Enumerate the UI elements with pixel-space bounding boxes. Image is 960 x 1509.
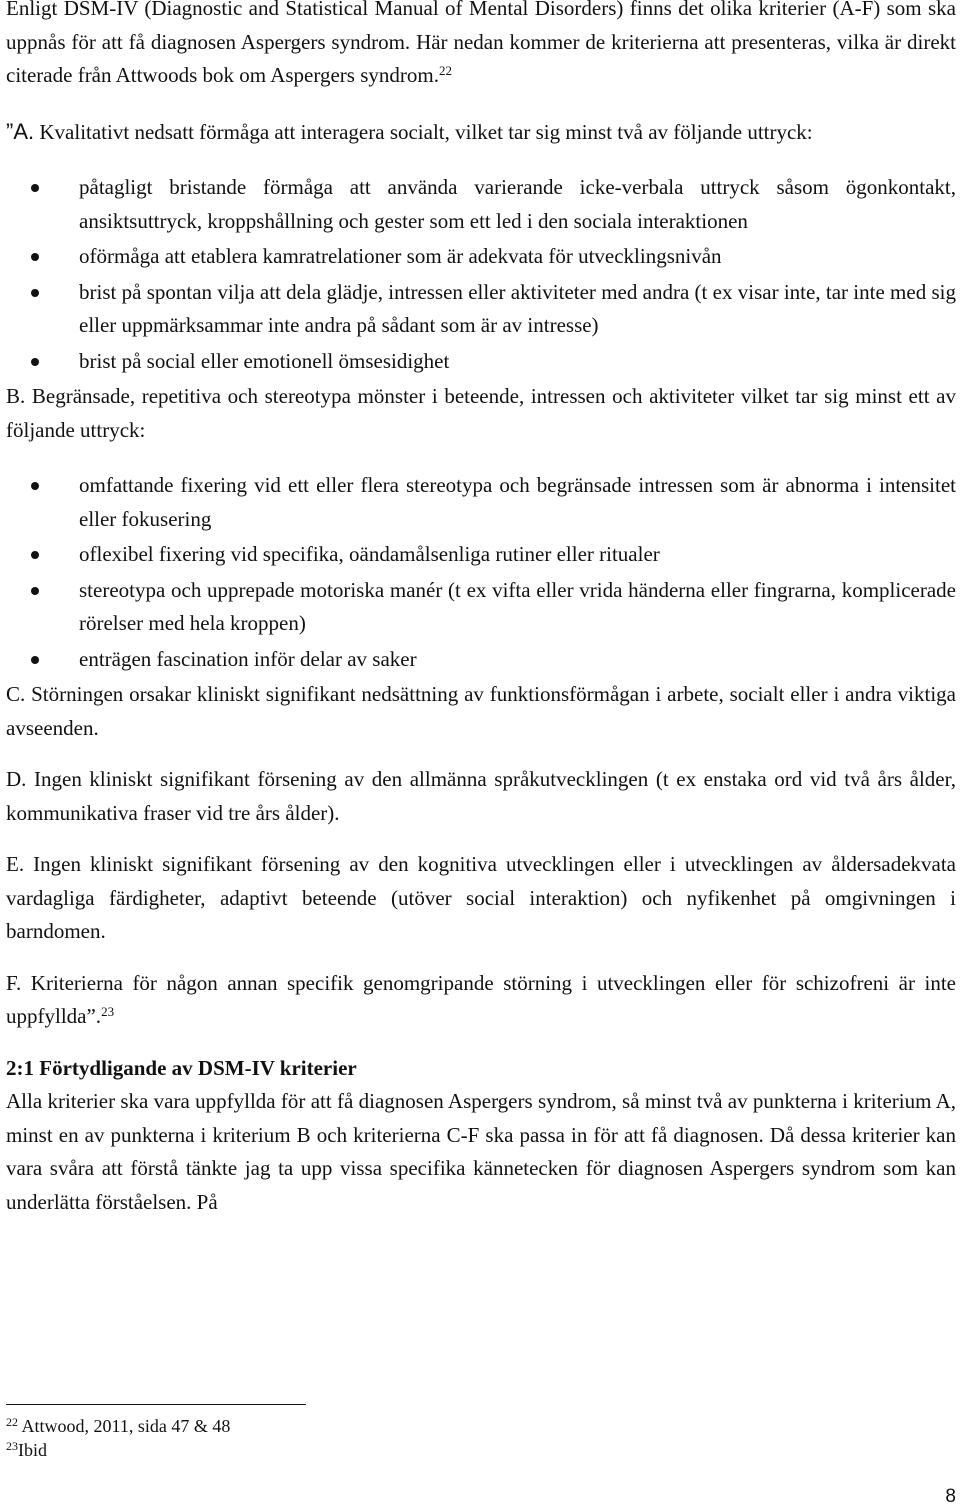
list-item: stereotypa och upprepade motoriska manér (t ex vifta eller vrida händerna eller fingrarna, komplicerade rörelser med hela kroppen) <box>6 574 956 641</box>
intro-paragraph: Enligt DSM-IV (Diagnostic and Statistical Manual of Mental Disorders) finns det olika kriterier (A-F) som ska uppnås för att få diagnosen Aspergers syndrom. Här nedan kommer de kriterierna att presenteras, vilka är direkt citerade från Attwoods bok om Aspergers syndrom.$^{22}$ <box>6 0 956 87</box>
criterion-b-paragraph: B. Begränsade, repetitiva och stereotypa mönster i beteende, intressen och aktiviteter vilket tar sig minst ett av följande uttryck: <box>6 384 956 442</box>
bullet-icon <box>31 253 39 261</box>
footnote-ref-23[interactable]: 23 <box>101 1004 115 1019</box>
list-item: brist på spontan vilja att dela glädje, intressen eller aktiviteter med andra (t ex visar inte, tar inte med sig eller uppmärksammar inte andra på sådant som är av intresse) <box>6 276 956 343</box>
page-number: 8 <box>945 1486 956 1507</box>
criterion-e-paragraph: E. Ingen kliniskt signifikant försening av den kognitiva utvecklingen eller i utvecklingen av åldersadekvata vardagliga färdigheter, adaptivt beteende (utöver social interaktion) och nyfikenhet på omgivningen i barndomen. <box>6 852 956 943</box>
footnote-ref-22[interactable]: 22 <box>438 63 452 78</box>
criterion-a-lead: ”A. <box>6 118 35 144</box>
criterion-b-list <box>6 469 956 676</box>
list-item: oförmåga att etablera kamratrelationer som är adekvata för utvecklingsnivån <box>6 240 956 274</box>
bullet-icon <box>31 358 39 366</box>
list-item: påtagligt bristande förmåga att använda varierande icke-verbala uttryck såsom ögonkontakt, ansiktsuttryck, kroppshållning och gester som ett led i den sociala interaktionen <box>6 171 956 238</box>
bullet-icon <box>31 587 39 595</box>
footnote-22: $^{22}$ Attwood, 2011, sida 47 & 48 <box>6 1415 231 1436</box>
list-item: oflexibel fixering vid specifika, oändamålsenliga rutiner eller ritualer <box>6 538 956 572</box>
bullet-icon <box>31 551 39 559</box>
bullet-icon <box>31 184 39 192</box>
criterion-a-paragraph: ”A. Kvalitativt nedsatt förmåga att interagera socialt, vilket tar sig minst två av följande uttryck: <box>6 118 813 144</box>
bullet-icon <box>31 289 39 297</box>
footnote-divider <box>6 1404 306 1405</box>
bullet-icon <box>31 482 39 490</box>
list-item: brist på social eller emotionell ömsesidighet <box>6 345 956 379</box>
list-item: enträgen fascination inför delar av saker <box>6 643 956 677</box>
section-heading: 2:1 Förtydligande av DSM-IV kriterier <box>6 1055 357 1080</box>
criterion-c-paragraph: C. Störningen orsakar kliniskt signifikant nedsättning av funktionsförmågan i arbete, socialt eller i andra viktiga avseenden. <box>6 682 956 740</box>
section-paragraph: Alla kriterier ska vara uppfyllda för att få diagnosen Aspergers syndrom, så minst två av punkterna i kriterium A, minst en av punkterna i kriterium B och kriterierna C-F ska passa in för att få diagnosen. Då dessa kriterier kan vara svåra att förstå tänkte jag ta upp vissa specifika kännetecken för diagnosen Aspergers syndrom som kan underlätta förståelsen. På <box>6 1089 956 1214</box>
criterion-f-paragraph: F. Kriterierna för någon annan specifik genomgripande störning i utvecklingen eller för schizofreni är inte uppfyllda”.$^{23}$ <box>6 970 956 1028</box>
body-text <box>6 0 956 1219</box>
criterion-d-paragraph: D. Ingen kliniskt signifikant försening av den allmänna språkutvecklingen (t ex enstaka ord vid två års ålder, kommunikativa fraser vid tre års ålder). <box>6 767 956 825</box>
bullet-icon <box>31 656 39 664</box>
list-item: omfattande fixering vid ett eller flera stereotypa och begränsade intressen som är abnorma i intensitet eller fokusering <box>6 469 956 536</box>
footnote-23: $^{23}$Ibid <box>6 1439 47 1460</box>
criterion-a-list <box>6 171 956 378</box>
footnotes <box>6 1414 230 1462</box>
